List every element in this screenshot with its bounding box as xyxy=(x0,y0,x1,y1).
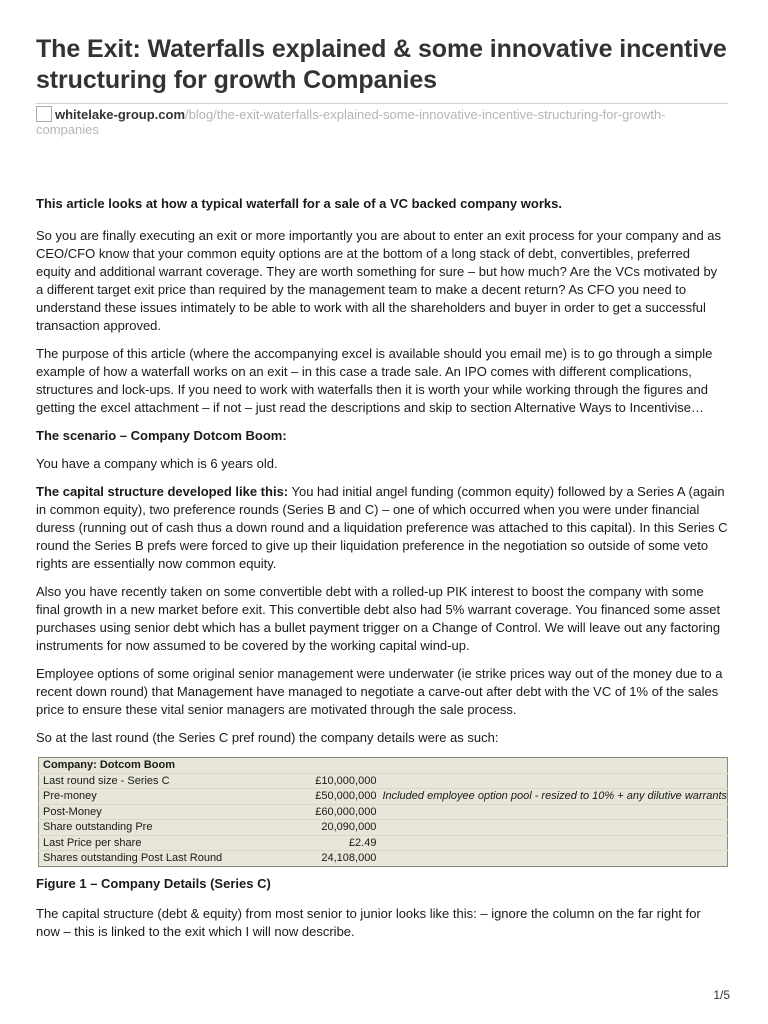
capital-structure-label: The capital structure developed like this: xyxy=(36,484,289,499)
row-note xyxy=(378,773,727,789)
source-path[interactable]: /blog/the-exit-waterfalls-explained-some-innovative-incentive-structuring-for-growth-companies xyxy=(36,107,666,137)
table-row xyxy=(39,835,728,851)
row-label: Share outstanding Pre xyxy=(39,820,312,836)
row-value: £10,000,000 xyxy=(311,773,378,789)
article-title: The Exit: Waterfalls explained & some innovative incentive structuring for growth Companies xyxy=(36,35,727,94)
row-value: £50,000,000 xyxy=(311,789,378,805)
source-domain[interactable]: whitelake-group.com xyxy=(55,107,186,122)
paragraph-5: Also you have recently taken on some convertible debt with a rolled-up PIK interest to boost the company with some final growth in a new market before exit. This convertible debt also had 5% warrant coverage. You financed some asset purchases using senior debt which has a bullet payment trigger on a Change of Control. We will leave out any factoring instruments for now assumed to be covered by the working capital wind-up. xyxy=(36,584,721,653)
row-note xyxy=(378,835,727,851)
article-body xyxy=(36,195,728,941)
row-note xyxy=(378,804,727,820)
row-value: 24,108,000 xyxy=(311,851,378,867)
row-label: Last round size - Series C xyxy=(39,773,312,789)
paragraph-1: So you are finally executing an exit or more importantly you are about to enter an exit process for your company and as CEO/CFO know that your common equity options are at the bottom of a long stack of debt, convertibles, preferred equity and additional warrant coverage. They are worth something for sure – but how much? Are the VCs motivated by a different target exit price than required by the management team to make a decent return? As CFO you need to understand these issues intimately to be able to work with all the shareholders and buyer in order to get a successful transaction approved. xyxy=(36,228,722,333)
table-row xyxy=(39,773,728,789)
lead-paragraph: This article looks at how a typical waterfall for a sale of a VC backed company works. xyxy=(36,196,562,211)
row-note: Included employee option pool - resized to 10% + any dilutive warrants xyxy=(378,789,727,805)
paragraph-2: The purpose of this article (where the accompanying excel is available should you email me) is to go through a simple example of how a waterfall works on an exit – in this case a trade sale. An IPO comes with different complications, structures and lock-ups. If you need to work with waterfalls then it is worth your while working through the figures and getting the excel attachment – if not – just read the descriptions and skip to section Alternative Ways to Incentivise… xyxy=(36,346,713,415)
company-details-table xyxy=(38,757,728,867)
row-value: 20,090,000 xyxy=(311,820,378,836)
row-label: Shares outstanding Post Last Round xyxy=(39,851,312,867)
table-row xyxy=(39,820,728,836)
paragraph-3: You have a company which is 6 years old. xyxy=(36,456,278,471)
table-row xyxy=(39,789,728,805)
table-row xyxy=(39,804,728,820)
source-url[interactable] xyxy=(36,103,728,137)
table-header-row xyxy=(39,758,728,774)
table-header: Company: Dotcom Boom xyxy=(43,759,175,771)
row-value: £60,000,000 xyxy=(311,804,378,820)
row-label: Pre-money xyxy=(39,789,312,805)
paragraph-8: The capital structure (debt & equity) from most senior to junior looks like this: – ignore the column on the far right for now – this is linked to the exit which I will now describe. xyxy=(36,905,701,939)
paragraph-4 xyxy=(36,483,728,573)
page-number: 1/5 xyxy=(713,988,730,1002)
row-note xyxy=(378,820,727,836)
row-label: Last Price per share xyxy=(39,835,312,851)
row-label: Post-Money xyxy=(39,804,312,820)
row-value: £2.49 xyxy=(311,835,378,851)
scenario-heading: The scenario – Company Dotcom Boom: xyxy=(36,428,287,443)
figure-caption: Figure 1 – Company Details (Series C) xyxy=(36,875,271,891)
paragraph-7: So at the last round (the Series C pref round) the company details were as such: xyxy=(36,730,499,745)
paragraph-4-text: You had initial angel funding (common equity) followed by a Series A (again in common equity), two preference rounds (Series B and C) – one of which occurred when you were under financial duress (running out of cash thus a down round and a liquidation preference was attached to this capital). In this Series C round the Series B prefs were forced to give up their liquidation preference in the negotiation so outside of some veto rights are essentially now common equity. xyxy=(36,484,728,571)
paragraph-6: Employee options of some original senior management were underwater (ie strike prices way out of the money due to a recent down round) that Management have managed to negotiate a carve-out after debt with the VC of 1% of the sales price to ensure these vital senior managers are motivated through the sale process. xyxy=(36,666,723,717)
table-row xyxy=(39,851,728,867)
page-icon xyxy=(36,106,52,122)
row-note xyxy=(378,851,727,867)
article-page xyxy=(36,34,728,951)
